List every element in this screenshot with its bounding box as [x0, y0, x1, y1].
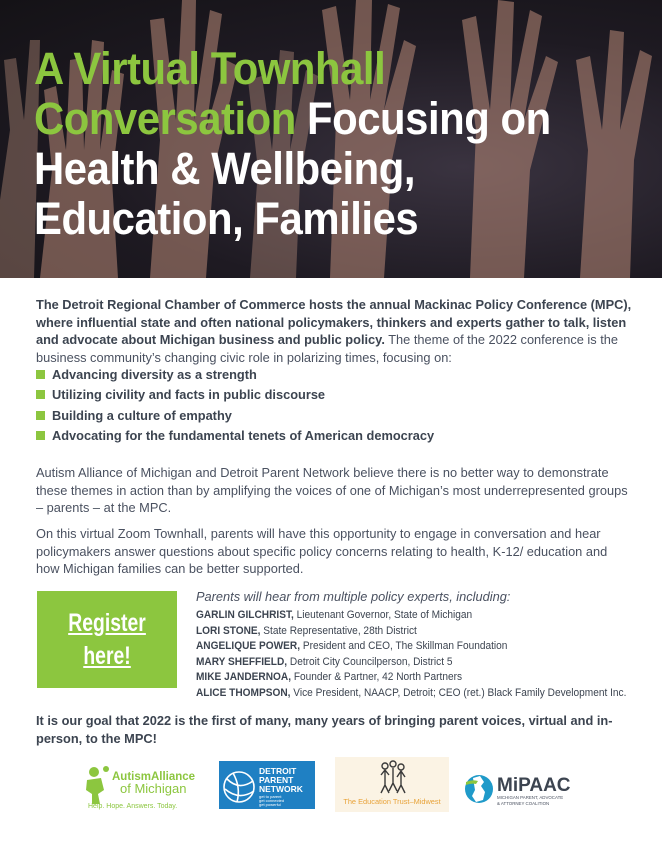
register-button[interactable] — [37, 591, 177, 688]
michigan-map-icon — [465, 775, 493, 803]
experts-heading: Parents will hear from multiple policy experts, including: — [196, 589, 511, 604]
expert-name: MARY SHEFFIELD, — [196, 655, 288, 668]
hero-banner — [0, 0, 662, 278]
bullet-item — [36, 405, 626, 426]
expert-item — [196, 670, 601, 686]
intro-bold-text: The Detroit Regional Chamber of Commerce hosts the annual Mackinac Policy Conference (MPC), where influential state and often national policymakers, thinkers and experts gather to talk, listen and advocate about Michigan business and public policy. — [36, 297, 632, 347]
dpn-line2: PARENT — [259, 775, 294, 785]
expert-name: GARLIN GILCHRIST, — [196, 609, 294, 621]
bullet-item — [36, 364, 626, 385]
bullet-item — [36, 385, 626, 406]
bullet-text: Advocating for the fundamental tenets of American democracy — [52, 428, 435, 444]
intro-paragraph — [36, 296, 632, 366]
expert-role: Founder & Partner, 42 North Partners — [293, 671, 463, 684]
body-paragraph-alliance: Autism Alliance of Michigan and Detroit Parent Network believe there is no better way to demonstrate these themes in action than by amplifying the voices of one of Michigan’s most underrepresented groups – parents – at the MPC. — [36, 465, 628, 515]
expert-item — [196, 686, 627, 702]
expert-role: Lieutenant Governor, State of Michigan — [296, 609, 473, 621]
expert-item — [196, 624, 601, 640]
bullet-text: Utilizing civility and facts in public discourse — [52, 387, 326, 403]
expert-name: ANGELIQUE POWER, — [196, 640, 301, 653]
dpn-tag2: get connected — [259, 798, 285, 803]
green-square-icon — [36, 431, 45, 440]
register-label-line2: here! — [83, 641, 131, 670]
expert-role: President and CEO, The Skillman Foundation — [302, 640, 508, 653]
mipaac-sub2: & ATTORNEY COALITION — [497, 801, 550, 806]
expert-name: ALICE THOMPSON, — [196, 686, 291, 699]
mipaac-name: MiPAAC — [497, 775, 571, 796]
dpn-line1: DETROIT — [259, 766, 297, 776]
green-square-icon — [36, 370, 45, 379]
edtrust-name: The Education Trust–Midwest — [343, 797, 441, 806]
page-title — [34, 44, 601, 244]
expert-item — [196, 655, 601, 671]
expert-name: LORI STONE, — [196, 624, 261, 637]
expert-role: Vice President, NAACP, Detroit; CEO (ret.) Black Family Development Inc. — [293, 686, 627, 699]
mipaac-logo — [464, 770, 588, 808]
intro-normal-text: The theme of the 2022 conference is the business community’s changing civic role in polarizing times, focusing on: — [36, 332, 619, 365]
puzzle-person-icon — [86, 766, 109, 804]
bullet-text: Building a culture of empathy — [52, 407, 232, 423]
bullet-text: Advancing diversity as a strength — [52, 366, 257, 382]
bullet-item — [36, 426, 626, 447]
theme-bullet-list — [36, 364, 626, 446]
autism-alliance-logo — [84, 760, 204, 810]
detroit-parent-network-logo — [219, 761, 315, 809]
expert-role: Detroit City Councilperson, District 5 — [289, 655, 453, 668]
goal-statement: It is our goal that 2022 is the first of many, many years of bringing parent voices, virtual and in-person, to the MPC! — [36, 713, 613, 746]
green-square-icon — [36, 411, 45, 420]
autism-logo-tagline: Help. Hope. Answers. Today. — [88, 803, 178, 810]
experts-list — [196, 589, 636, 702]
expert-name: MIKE JANDERNOA, — [196, 671, 292, 684]
autism-logo-name: AutismAlliance — [112, 771, 196, 783]
expert-item — [196, 608, 601, 624]
green-square-icon — [36, 390, 45, 399]
register-label-line1: Register — [68, 608, 146, 637]
autism-logo-sub: of Michigan — [120, 781, 187, 796]
expert-role: State Representative, 28th District — [263, 624, 417, 637]
title-main: Focusing on Health & Wellbeing, Education, Families — [34, 93, 551, 244]
expert-item — [196, 639, 601, 655]
mipaac-sub1: MICHIGAN PARENT, ADVOCATE — [497, 795, 564, 800]
dpn-tag3: get powerful — [259, 802, 281, 807]
dpn-tag1: get to parent — [259, 794, 282, 799]
education-trust-logo — [335, 757, 449, 812]
body-paragraph-townhall: On this virtual Zoom Townhall, parents will have this opportunity to engage in conversation and hear policymakers answer questions about specific policy concerns relating to health, K-12/ education and how Michigan families can be better supported. — [36, 526, 608, 576]
dpn-line3: NETWORK — [259, 784, 303, 794]
title-highlight: A Virtual Townhall Conversation — [34, 43, 386, 144]
